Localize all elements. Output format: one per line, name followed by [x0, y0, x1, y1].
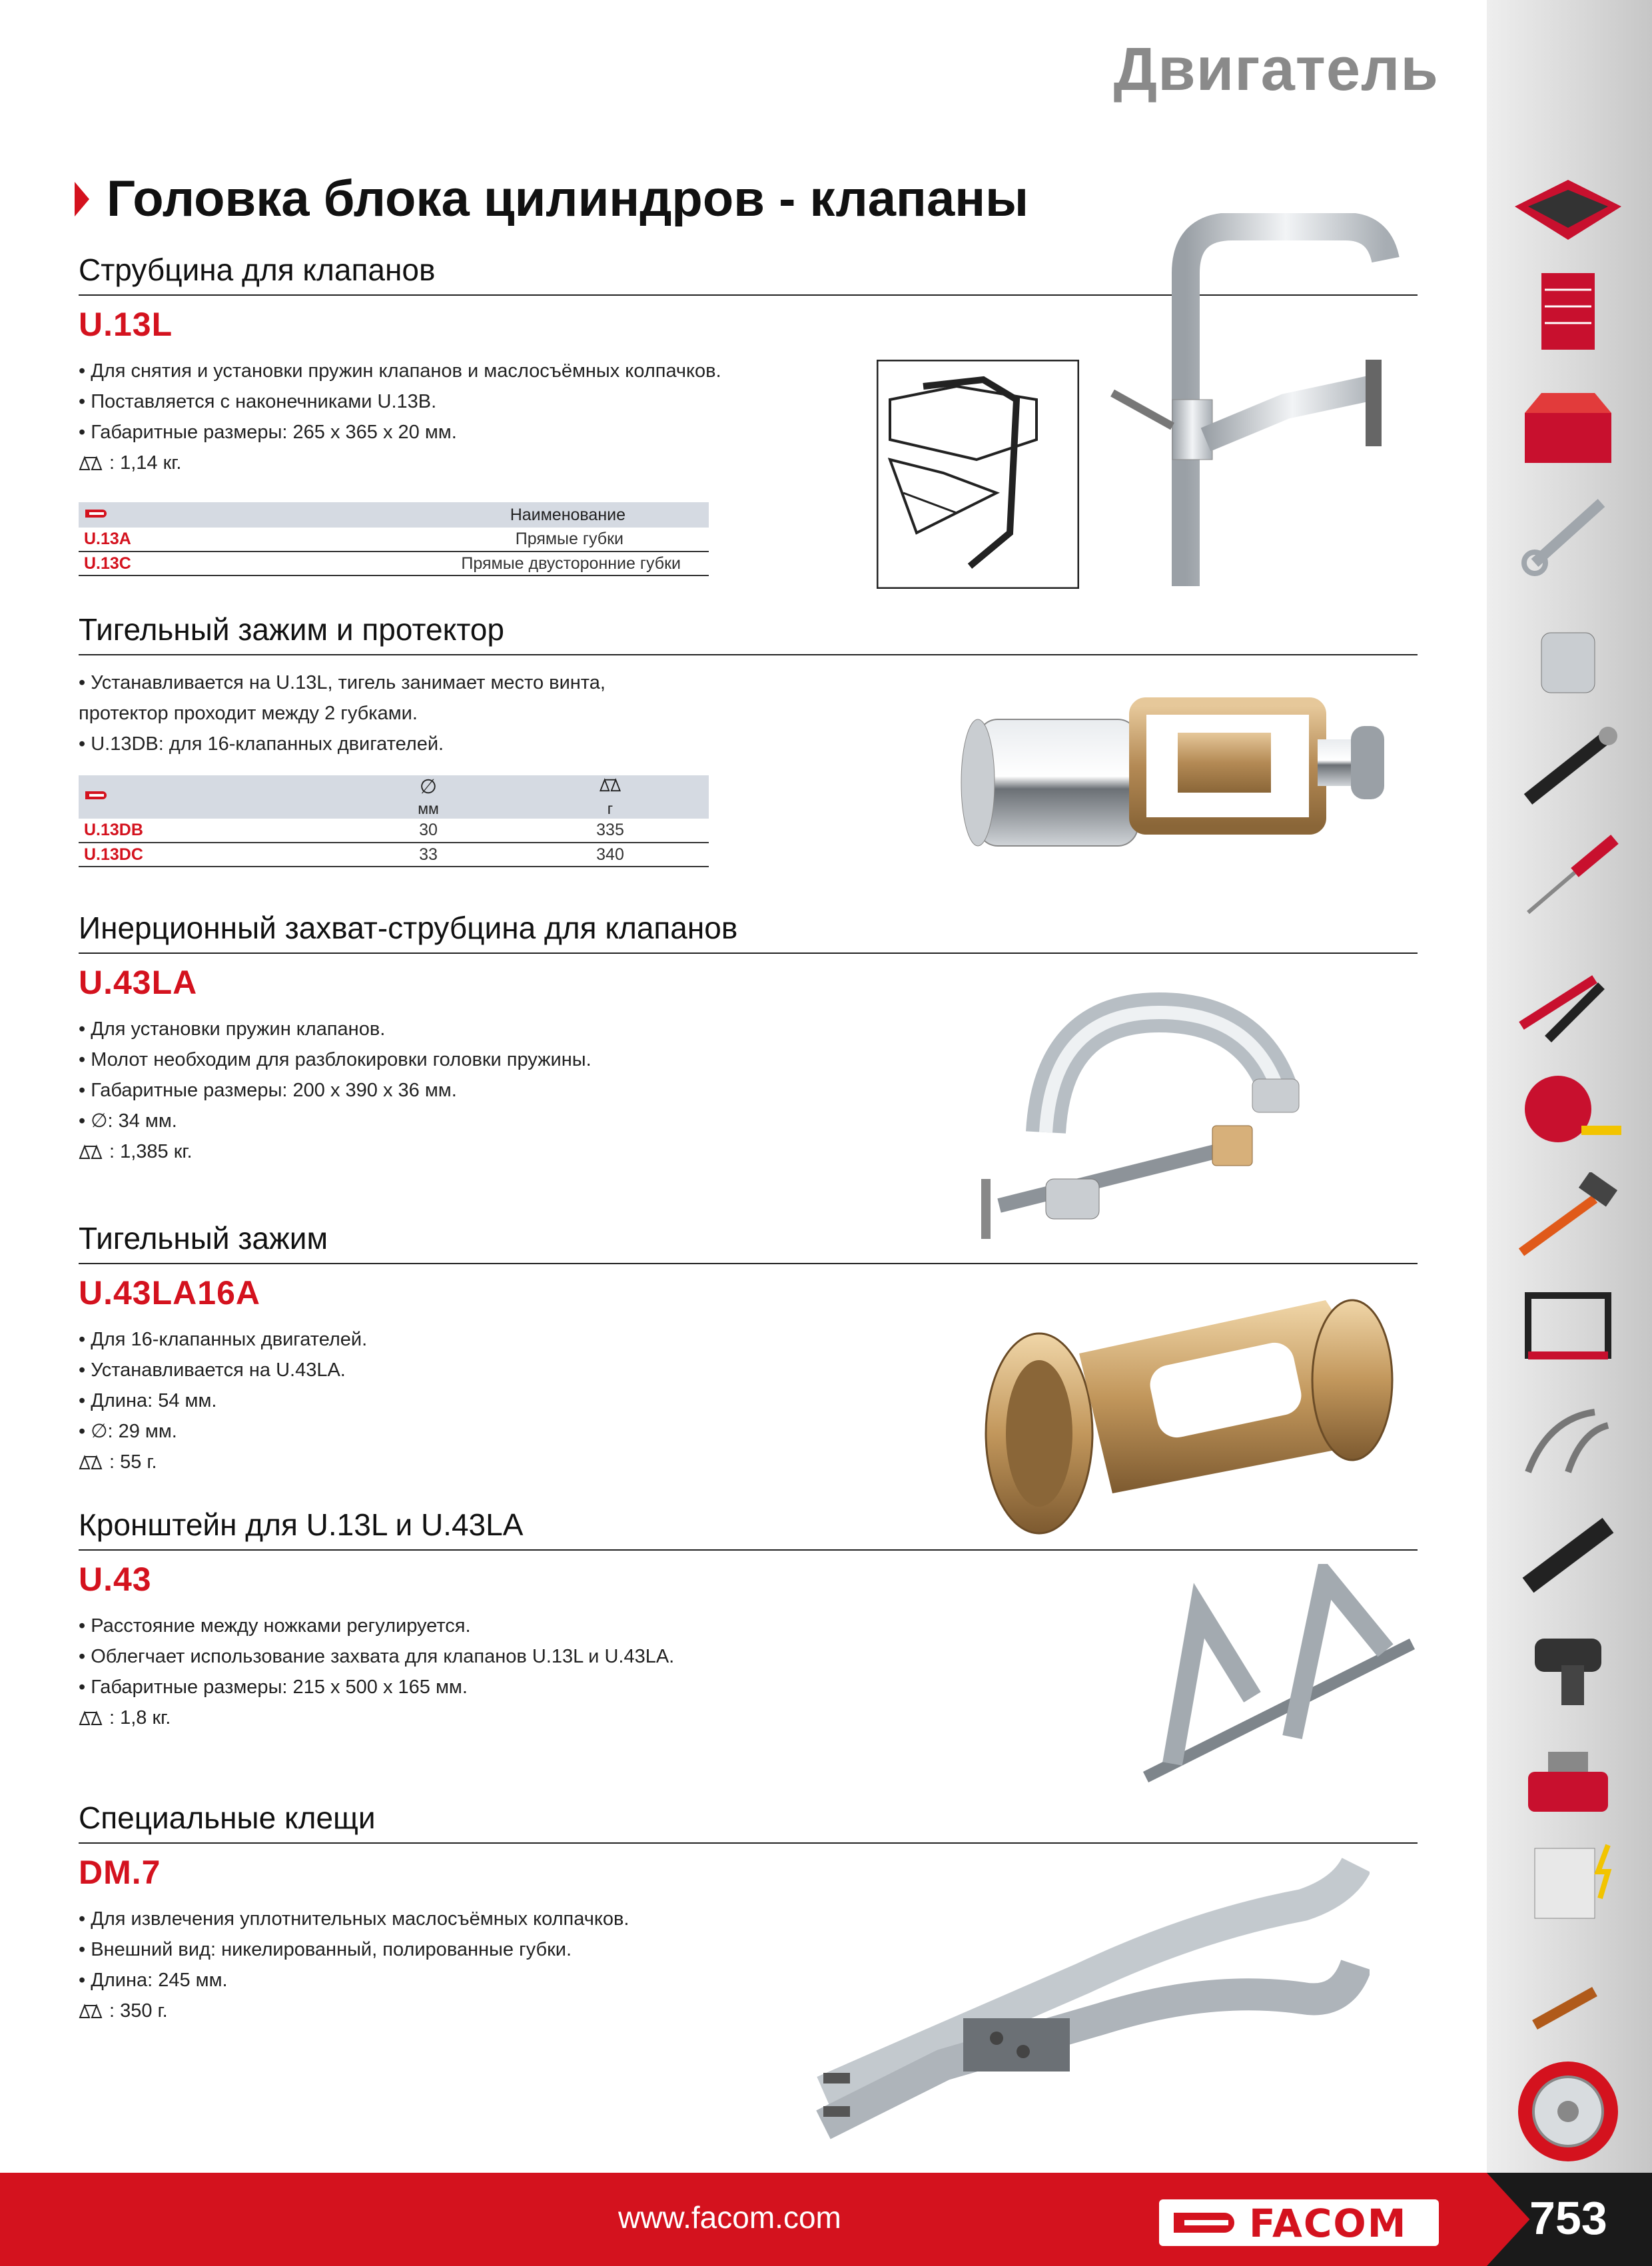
socket-icon[interactable] — [1508, 619, 1628, 706]
pliers-icon[interactable] — [1508, 959, 1628, 1046]
section-title-text: Головка блока цилиндров - клапаны — [107, 171, 1029, 227]
bullet: • Длина: 245 мм. — [79, 1970, 228, 1991]
weight-value: : 1,8 кг. — [109, 1707, 171, 1728]
bullet: • U.13DB: для 16-клапанных двигателей. — [79, 733, 444, 755]
product-title: Тигельный зажим и протектор — [79, 611, 1418, 655]
section-title — [75, 170, 1029, 228]
crucible-protector-image — [951, 686, 1391, 866]
row-weight: 335 — [512, 819, 709, 843]
bullet: • Внешний вид: никелированный, полированные губки. — [79, 1939, 572, 1960]
product-ref: U.13L — [79, 306, 173, 343]
brake-disc-icon[interactable] — [1515, 2058, 1621, 2165]
bullet: • Габаритные размеры: 215 x 500 x 165 мм. — [79, 1677, 468, 1698]
bullet: протектор проходит между 2 губками. — [79, 703, 418, 724]
table-row — [79, 843, 709, 867]
row-diameter: 30 — [345, 819, 512, 843]
weight-icon — [79, 1144, 103, 1160]
variants-table — [79, 502, 709, 576]
ratchet-icon[interactable] — [1508, 723, 1628, 809]
table-row — [79, 528, 709, 552]
tool-cabinet-icon[interactable] — [1508, 270, 1628, 356]
vise-icon[interactable] — [1508, 1738, 1628, 1825]
bullet: • Для извлечения уплотнительных маслосъёмных колпачков. — [79, 1908, 629, 1930]
facom-logo-icon — [1171, 2207, 1244, 2238]
hammer-icon[interactable] — [1508, 1172, 1628, 1259]
row-ref: U.13C — [79, 552, 265, 575]
row-ref: U.13A — [79, 528, 265, 552]
product-ref: DM.7 — [79, 1854, 161, 1891]
weight-icon — [598, 777, 622, 792]
u43la16a-crucible-image — [979, 1274, 1426, 1540]
product-ref: U.43LA16A — [79, 1274, 260, 1312]
product-ref: U.43LA — [79, 964, 198, 1001]
valve-clamp-usage-illustration — [877, 360, 1079, 589]
screwdriver-icon[interactable] — [1508, 833, 1628, 919]
bullet: • Габаритные размеры: 200 x 390 x 36 мм. — [79, 1080, 457, 1101]
weight-icon — [79, 2003, 103, 2019]
tool-case-icon[interactable] — [1508, 167, 1628, 253]
weight-value: : 350 г. — [109, 2000, 168, 2022]
row-name: Прямые губки — [265, 528, 709, 552]
facom-ref-icon — [84, 789, 111, 802]
weight-icon — [79, 1454, 103, 1470]
footer-url[interactable]: www.facom.com — [618, 2200, 841, 2235]
bullet: • ∅: 34 мм. — [79, 1110, 177, 1132]
table-row — [79, 552, 709, 575]
bullet: • Облегчает использование захвата для клапанов U.13L и U.43LA. — [79, 1646, 675, 1667]
bullet: • ∅: 29 мм. — [79, 1421, 177, 1442]
product-title: Специальные клещи — [79, 1800, 1418, 1844]
page-number: 753 — [1529, 2192, 1607, 2244]
toolbox-icon[interactable] — [1508, 383, 1628, 470]
name-column-header: Наименование — [265, 502, 709, 528]
bullet: • Расстояние между ножками регулируется. — [79, 1615, 471, 1637]
product-title: Струбцина для клапанов — [79, 252, 1418, 296]
u43la-inertia-clamp-image — [959, 986, 1306, 1252]
product-title: Инерционный захват-струбцина для клапанов — [79, 910, 1418, 954]
variants-table — [79, 775, 709, 867]
bullet: • Поставляется с наконечниками U.13B. — [79, 391, 437, 412]
weight-header — [512, 775, 709, 799]
puller-icon[interactable] — [1508, 1399, 1628, 1485]
bullet: • Для снятия и установки пружин клапанов и маслосъёмных колпачков. — [79, 360, 721, 382]
product-title: Тигельный зажим — [79, 1220, 1418, 1264]
bullet: • Устанавливается на U.13L, тигель занимает место винта, — [79, 672, 606, 693]
tape-measure-icon[interactable] — [1508, 1066, 1628, 1152]
u43-bracket-image — [1139, 1564, 1419, 1790]
ref-column-header — [79, 502, 265, 528]
dm7-pliers-image — [797, 1845, 1370, 2145]
chapter-title: Двигатель — [1113, 35, 1439, 103]
weight-value: : 55 г. — [109, 1451, 157, 1473]
hacksaw-icon[interactable] — [1508, 1286, 1628, 1372]
electrical-tool-icon[interactable] — [1508, 1958, 1628, 2045]
row-ref: U.13DC — [79, 843, 345, 867]
product-title: Кронштейн для U.13L и U.43LA — [79, 1507, 1418, 1551]
circuit-breaker-icon[interactable] — [1508, 1838, 1628, 1925]
section-arrow-icon — [75, 182, 89, 216]
table-row — [79, 819, 709, 843]
row-name: Прямые двусторонние губки — [265, 552, 709, 575]
wrench-icon[interactable] — [1508, 490, 1628, 576]
bullet: • Для установки пружин клапанов. — [79, 1018, 386, 1040]
bullet: • Молот необходим для разблокировки головки пружины. — [79, 1049, 592, 1070]
diameter-unit: мм — [345, 799, 512, 819]
brand-name: FACOM — [1249, 2201, 1408, 2246]
weight-value: : 1,14 кг. — [109, 452, 182, 474]
diameter-header: ∅ — [345, 775, 512, 799]
bullet: • Устанавливается на U.43LA. — [79, 1359, 346, 1381]
row-ref: U.13DB — [79, 819, 345, 843]
row-weight: 340 — [512, 843, 709, 867]
weight-icon — [79, 1710, 103, 1726]
product-ref: U.43 — [79, 1561, 152, 1598]
weight-icon — [79, 455, 103, 471]
ref-column-header — [79, 775, 345, 819]
category-sidebar — [1487, 0, 1652, 2266]
bullet: • Для 16-клапанных двигателей. — [79, 1329, 368, 1350]
bullet: • Длина: 54 мм. — [79, 1390, 217, 1411]
facom-ref-icon — [84, 507, 111, 520]
torch-icon[interactable] — [1508, 1509, 1628, 1595]
row-diameter: 33 — [345, 843, 512, 867]
u13l-clamp-image — [1099, 213, 1412, 593]
weight-unit: г — [512, 799, 709, 819]
bullet: • Габаритные размеры: 265 x 365 x 20 мм. — [79, 422, 457, 443]
impact-wrench-icon[interactable] — [1508, 1625, 1628, 1712]
weight-value: : 1,385 кг. — [109, 1141, 193, 1162]
